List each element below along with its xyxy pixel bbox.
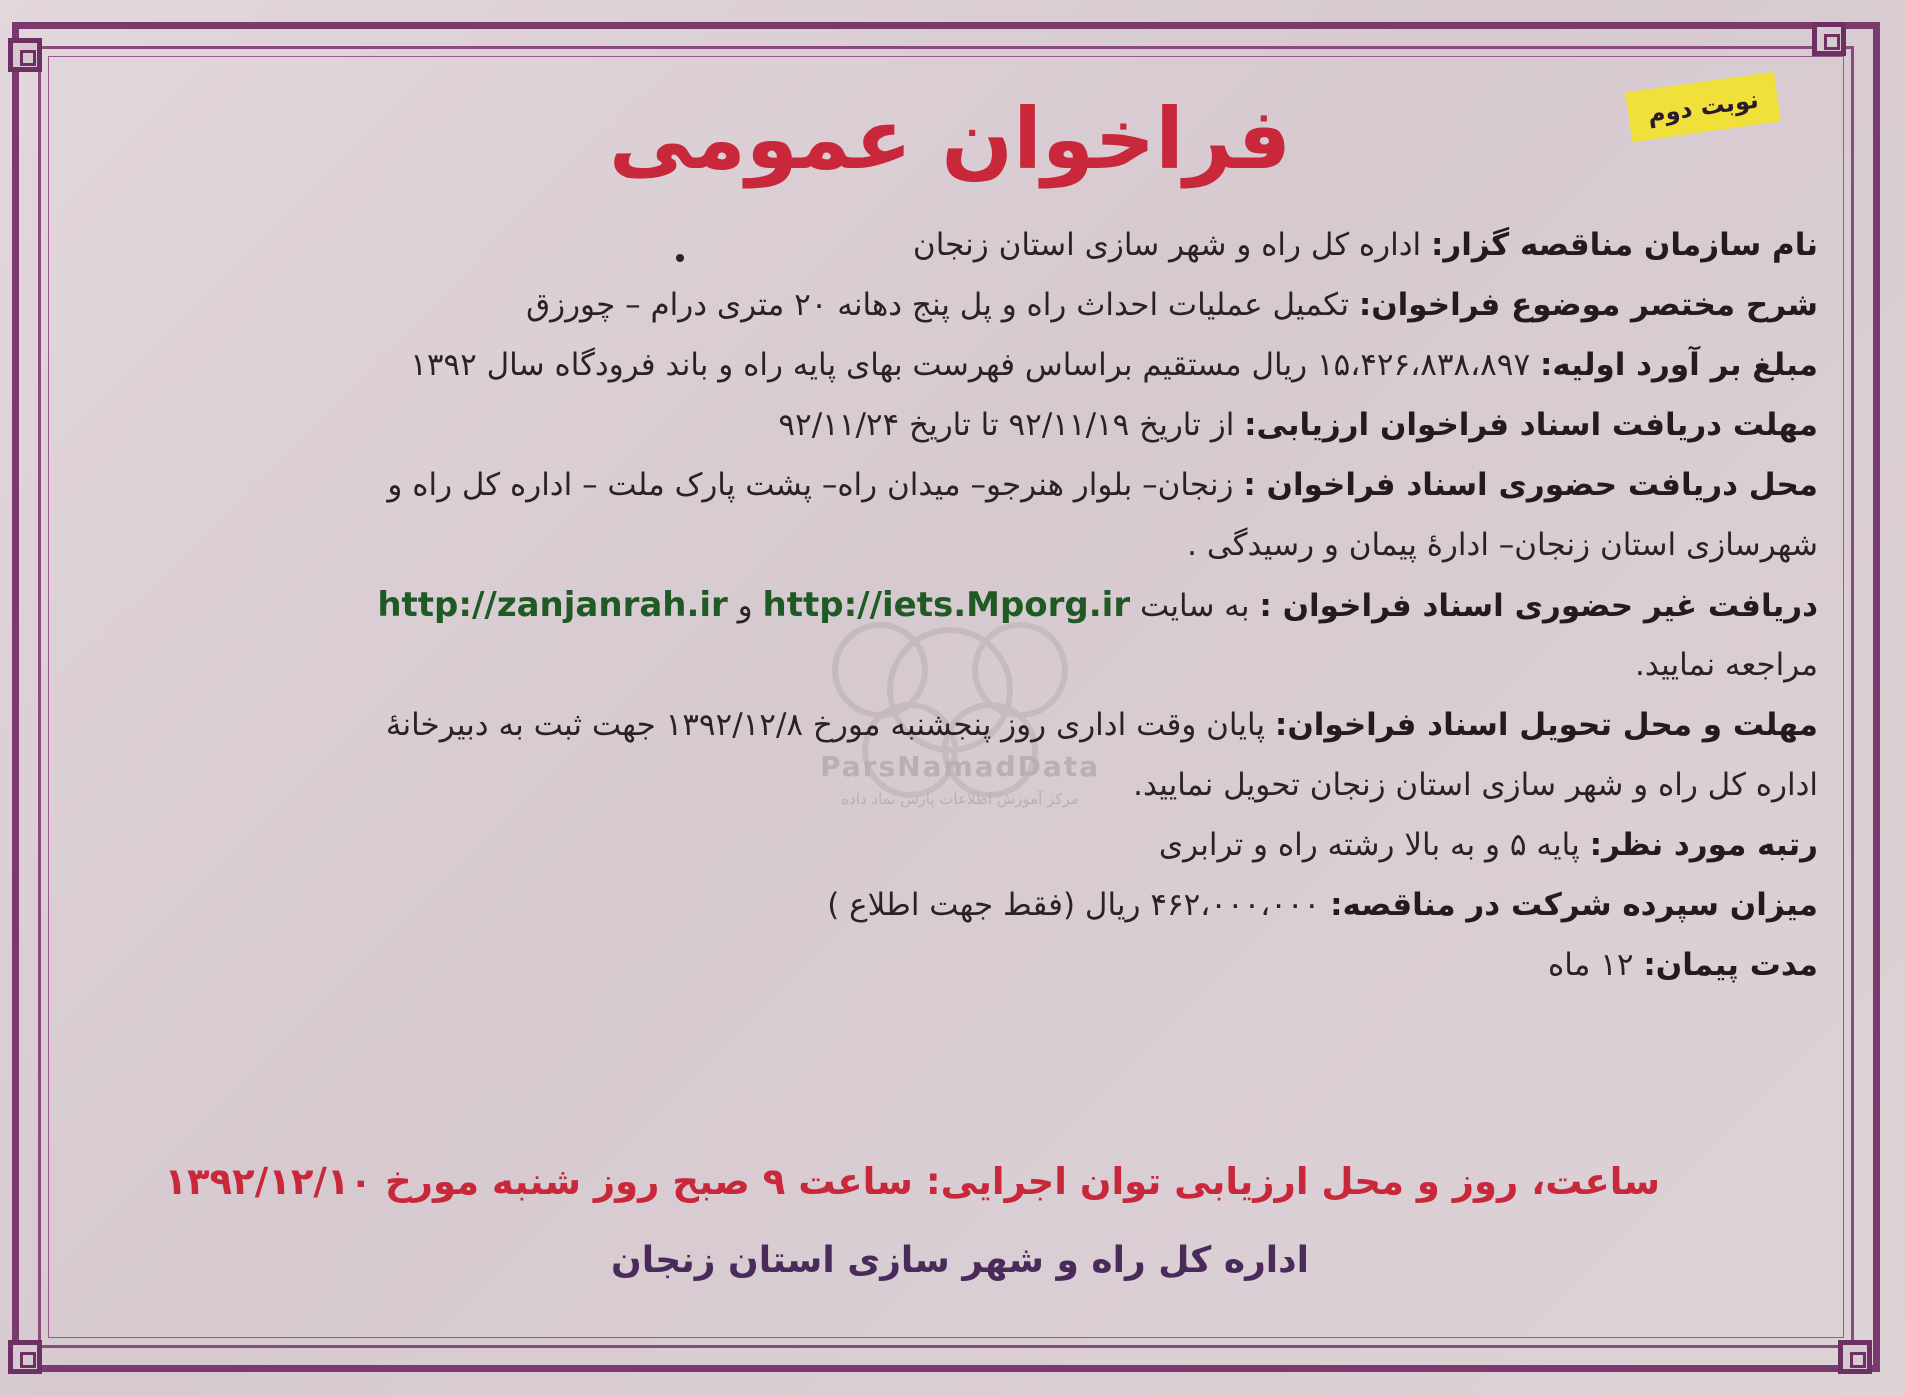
field-organization [48,220,1818,280]
field-connector: و [727,588,763,624]
issuer-signature: اداره کل راه و شهر سازی استان زنجان [611,1240,1309,1281]
field-online-continued [48,640,1818,700]
field-subject [48,280,1818,340]
second-round-badge: نوبت دوم [1625,72,1780,142]
field-estimate [48,340,1818,400]
field-value: زنجان– بلوار هنرجو– میدان راه– پشت پارک ملت – اداره کل راه و [387,467,1244,503]
watermark-subtitle: مرکز آموزش اطلاعات پارس نماد داده [841,790,1079,808]
field-deadline [48,400,1818,460]
field-value: از تاریخ ۹۲/۱۱/۱۹ تا تاریخ ۹۲/۱۱/۲۴ [778,407,1245,443]
field-label: محل دریافت حضوری اسناد فراخوان : [1243,467,1818,503]
corner-ornament-icon [1838,1340,1872,1374]
field-label: میزان سپرده شرکت در مناقصه: [1330,887,1818,923]
field-label: رتبه مورد نظر: [1589,827,1818,863]
field-label: نام سازمان مناقصه گزار: [1431,227,1818,263]
notice-title: فراخوان عمومی [608,90,1292,188]
corner-ornament-icon [8,1340,42,1374]
field-value: به سایت [1130,588,1260,624]
field-label: شرح مختصر موضوع فراخوان: [1358,287,1818,323]
iets-link[interactable]: http://iets.Mporg.ir [762,585,1131,625]
field-label: مهلت دریافت اسناد فراخوان ارزیابی: [1244,407,1818,443]
field-value: اداره کل راه و شهر سازی استان زنجان [912,227,1432,263]
field-value: ۱۵،۴۲۶،۸۳۸،۸۹۷ ریال مستقیم براساس فهرست بهای پایه راه و باند فرودگاه سال ۱۳۹۲ [410,347,1540,383]
field-label: دریافت غیر حضوری اسناد فراخوان : [1259,588,1818,624]
field-rank [48,820,1818,880]
field-label: مهلت و محل تحویل اسناد فراخوان: [1274,707,1818,743]
notice-body [48,220,1818,1000]
field-label: مبلغ بر آورد اولیه: [1539,347,1818,383]
field-duration [48,940,1818,1000]
field-delivery-continued [48,760,1818,820]
field-location-continued [48,520,1818,580]
corner-ornament-icon [1812,22,1846,56]
field-online [48,580,1818,640]
field-value: پایان وقت اداری روز پنجشنبه مورخ ۱۳۹۲/۱۲/۸ جهت ثبت به دبیرخانهٔ [385,707,1275,743]
field-location [48,460,1818,520]
field-value: ۴۶۲،۰۰۰،۰۰۰ ریال (فقط جهت اطلاع ) [827,887,1331,923]
watermark-name: ParsNamadData [820,750,1100,783]
corner-ornament-icon [8,38,42,72]
field-value: مراجعه نمایید. [1634,647,1818,683]
field-value: تکمیل عملیات احداث راه و پل پنج دهانه ۲۰ متری درام – چورزق [526,287,1359,323]
evaluation-line: ساعت، روز و محل ارزیابی توان اجرایی: ساعت ۹ صبح روز شنبه مورخ ۱۳۹۲/۱۲/۱۰ [164,1160,1660,1203]
field-value: شهرسازی استان زنجان– ادارهٔ پیمان و رسیدگی . [1187,527,1818,563]
field-label: مدت پیمان: [1643,947,1818,983]
zanjanrah-link[interactable]: http://zanjanrah.ir [377,585,728,625]
field-delivery [48,700,1818,760]
field-value: پایه ۵ و به بالا رشته راه و ترابری [1158,827,1590,863]
field-value: اداره کل راه و شهر سازی استان زنجان تحویل نمایید. [1133,767,1818,803]
field-value: ۱۲ ماه [1548,947,1644,983]
field-deposit [48,880,1818,940]
